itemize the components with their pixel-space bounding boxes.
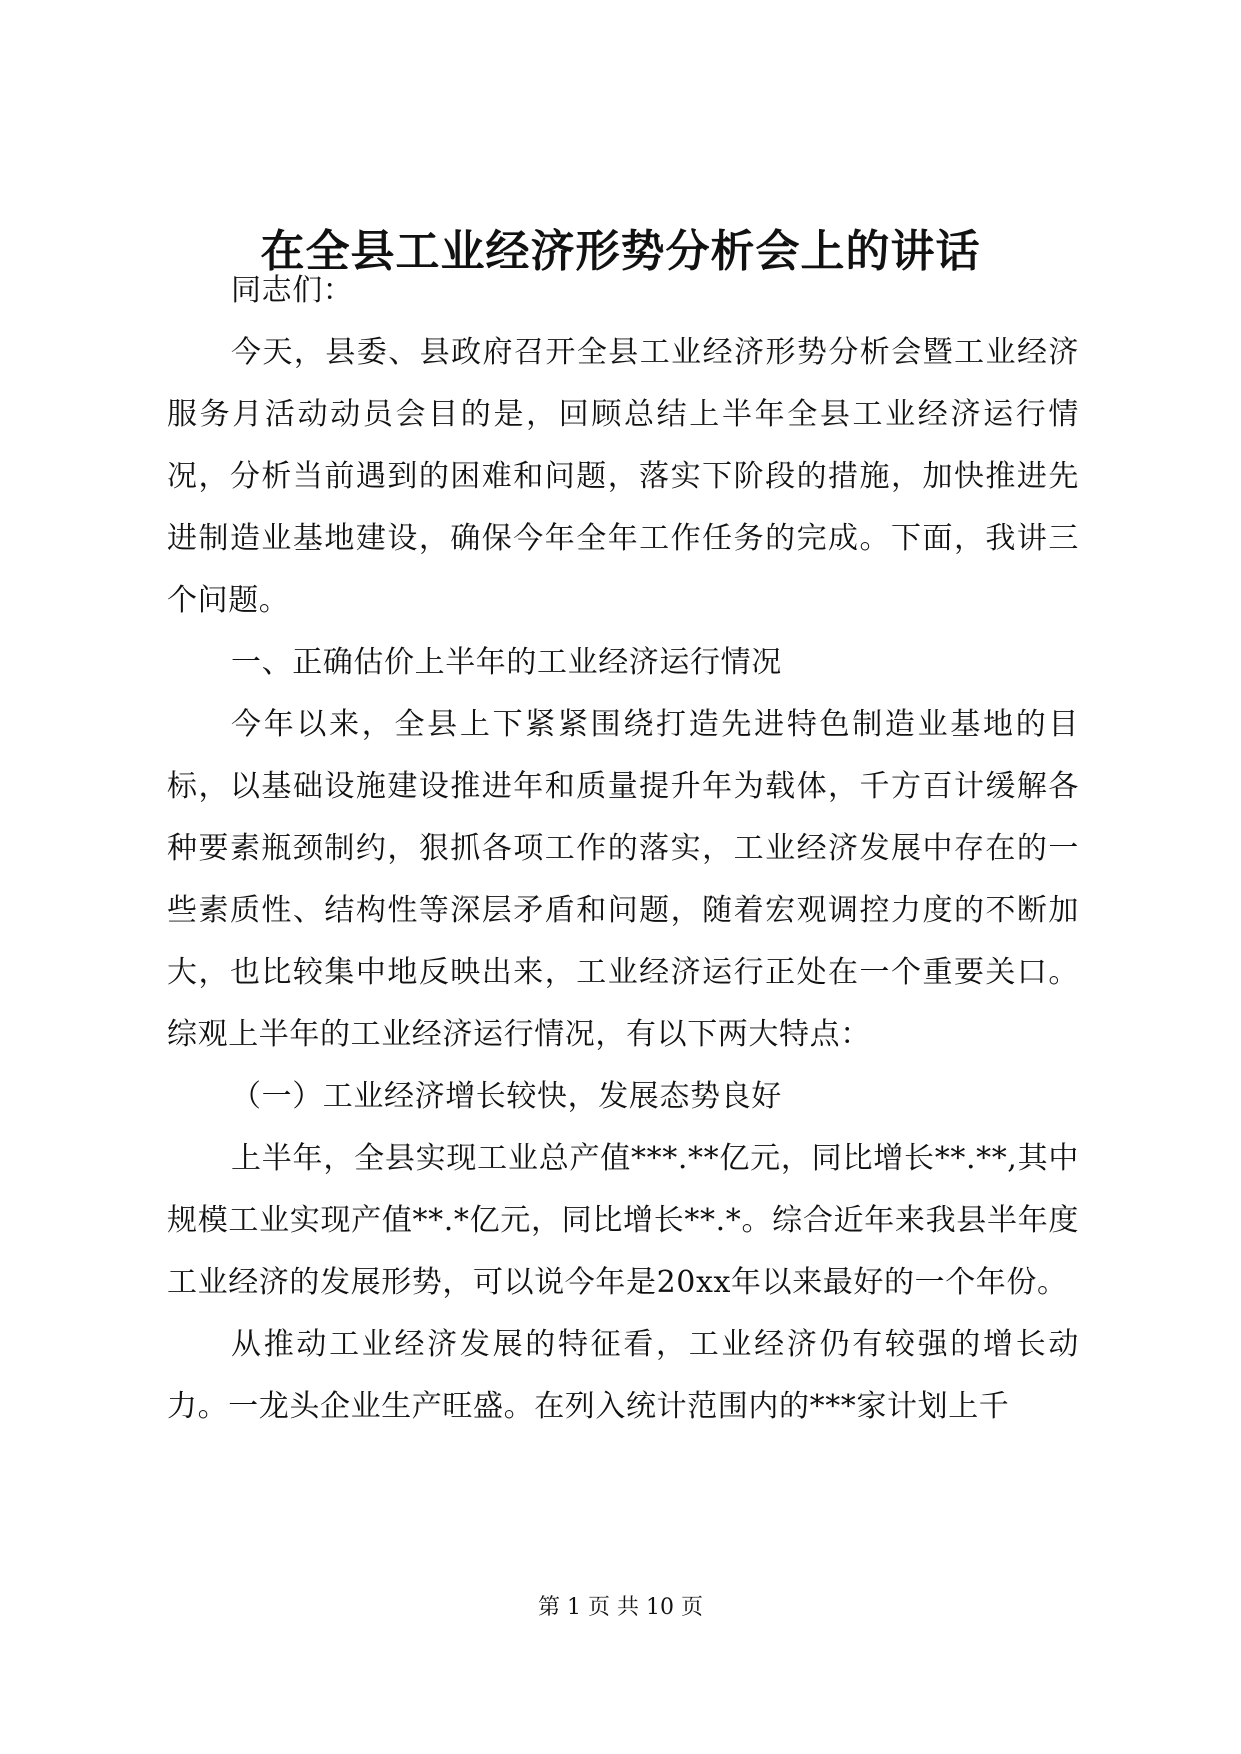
- body-paragraph: 今天，县委、县政府召开全县工业经济形势分析会暨工业经济服务月活动动员会目的是，回顾总结上半年全县工业经济运行情况，分析当前遇到的困难和问题，落实下阶段的措施，加快推进先进制造业基地建设，确保今年全年工作任务的完成。下面，我讲三个问题。: [167, 335, 1079, 618]
- document-body: [167, 260, 1079, 1438]
- subsection-heading: （一）工业经济增长较快，发展态势良好: [231, 1079, 782, 1114]
- body-paragraph: 上半年，全县实现工业总产值***.**亿元，同比增长**.**,其中规模工业实现产值**.*亿元，同比增长**.*。综合近年来我县半年度工业经济的发展形势，可以说今年是20xx年以来最好的一个年份。: [167, 1141, 1079, 1300]
- body-paragraph: 今年以来，全县上下紧紧围绕打造先进特色制造业基地的目标，以基础设施建设推进年和质量提升年为载体，千方百计缓解各种要素瓶颈制约，狠抓各项工作的落实，工业经济发展中存在的一些素质性、结构性等深层矛盾和问题，随着宏观调控力度的不断加大，也比较集中地反映出来，工业经济运行正处在一个重要关口。综观上半年的工业经济运行情况，有以下两大特点：: [167, 707, 1079, 1052]
- document-title: 在全县工业经济形势分析会上的讲话: [260, 226, 981, 277]
- body-paragraph: 从推动工业经济发展的特征看，工业经济仍有较强的增长动力。一龙头企业生产旺盛。在列入统计范围内的***家计划上千: [167, 1327, 1079, 1424]
- salutation: 同志们：: [231, 273, 354, 308]
- section-heading: 一、正确估价上半年的工业经济运行情况: [231, 645, 782, 680]
- page-footer: 第 1 页 共 10 页: [538, 1595, 703, 1620]
